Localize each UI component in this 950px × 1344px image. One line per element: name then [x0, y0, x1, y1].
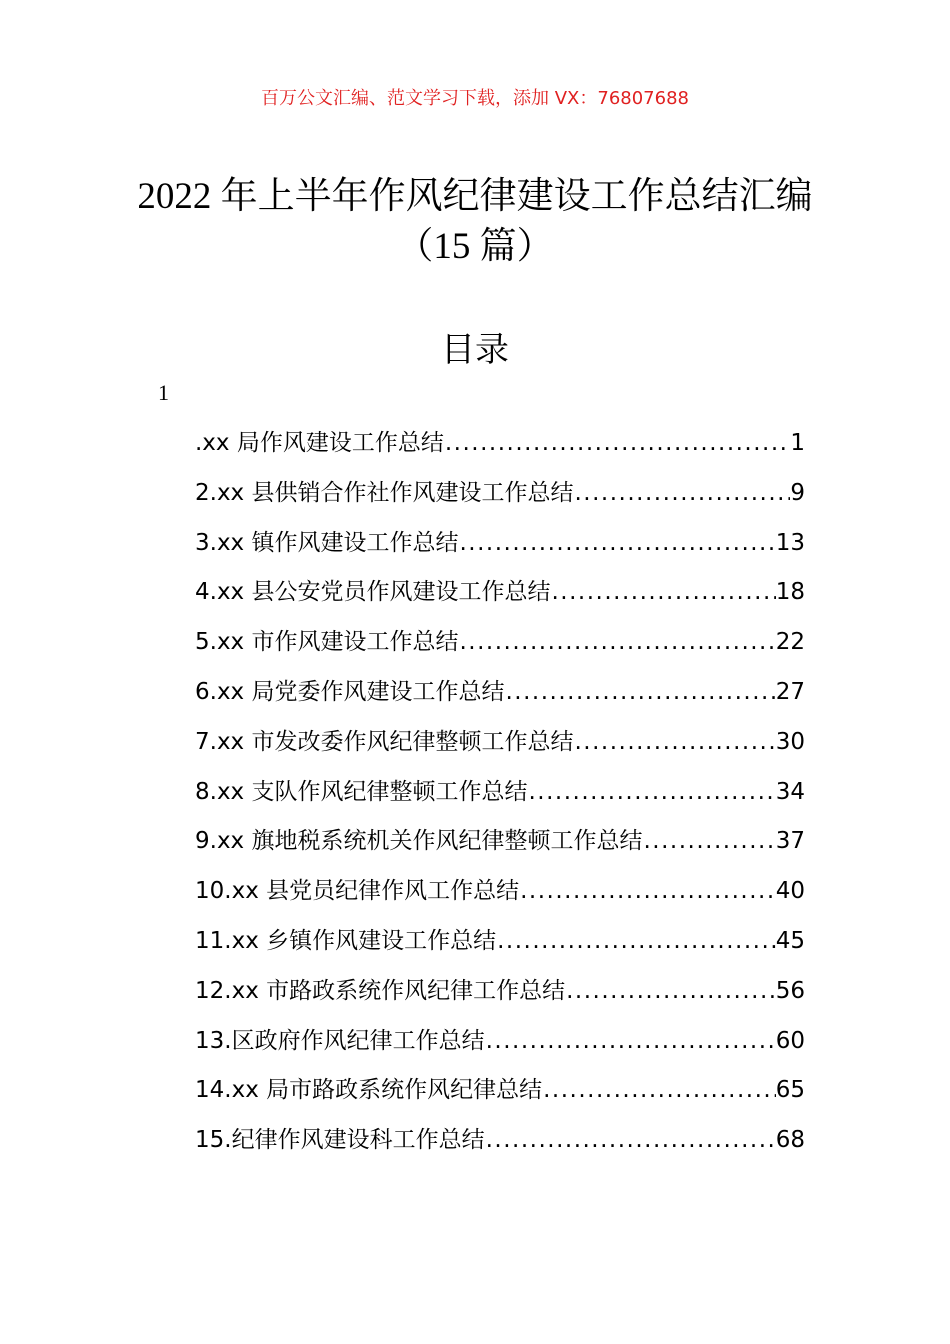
- toc-entry-title: 8.xx 支队作风纪律整顿工作总结: [195, 778, 528, 805]
- toc-entry-page: 45: [775, 927, 805, 954]
- toc-dot-leader: [542, 1077, 776, 1103]
- toc-entry-page: 1: [790, 430, 805, 456]
- toc-entry-title: 12.xx 市路政系统作风纪律工作总结: [195, 977, 566, 1004]
- toc-entry-page: 18: [775, 579, 805, 606]
- toc-dot-leader: [642, 828, 775, 854]
- toc-entry[interactable]: [195, 723, 805, 773]
- toc-entry-page: 30: [775, 728, 805, 755]
- toc-entry-title: 14.xx 局市路政系统作风纪律总结: [195, 1077, 543, 1104]
- toc-entry[interactable]: [195, 424, 805, 474]
- toc-entry[interactable]: [195, 972, 805, 1022]
- toc-entry[interactable]: [195, 1071, 805, 1121]
- toc-entry-title: 5.xx 市作风建设工作总结: [195, 629, 459, 656]
- toc-entry-title: 13.区政府作风纪律工作总结: [195, 1027, 485, 1054]
- toc-entry-page: 56: [775, 977, 805, 1004]
- toc-dot-leader: [444, 430, 791, 456]
- toc-entry-page: 68: [775, 1127, 805, 1154]
- toc-entry-title: 15.纪律作风建设科工作总结: [195, 1127, 485, 1154]
- toc-dot-leader: [550, 579, 775, 605]
- toc-entry-page: 22: [775, 629, 805, 656]
- document-title-line-1: 2022 年上半年作风纪律建设工作总结汇编: [137, 176, 813, 217]
- toc-dot-leader: [565, 978, 776, 1004]
- toc-heading: 目录: [441, 330, 509, 370]
- toc-entry-page: 34: [775, 778, 805, 805]
- toc-entry-page: 13: [775, 529, 805, 556]
- toc-entry-title: 3.xx 镇作风建设工作总结: [195, 529, 459, 556]
- toc-entry[interactable]: [195, 922, 805, 972]
- toc-entry[interactable]: [195, 773, 805, 823]
- toc-entry-title: 2.xx 县供销合作社作风建设工作总结: [195, 479, 574, 506]
- toc-entry-title: 11.xx 乡镇作风建设工作总结: [195, 927, 497, 954]
- toc-entry-page: 27: [775, 678, 805, 705]
- promo-header-note: 百万公文汇编、范文学习下载，添加 VX：76807688: [261, 88, 689, 109]
- toc-dot-leader: [504, 679, 775, 705]
- toc-dot-leader: [496, 928, 776, 954]
- toc-entry-page: 37: [775, 828, 805, 855]
- toc-dot-leader: [573, 480, 790, 506]
- toc-dot-leader: [573, 729, 775, 755]
- toc-entry-title: 7.xx 市发改委作风纪律整顿工作总结: [195, 728, 574, 755]
- toc-entry-title: .xx 局作风建设工作总结: [195, 430, 444, 456]
- toc-dot-leader: [458, 629, 775, 655]
- toc-dot-leader: [458, 530, 775, 556]
- toc-entry-page: 65: [775, 1077, 805, 1104]
- toc-entry[interactable]: [195, 474, 805, 524]
- toc-entry[interactable]: [195, 623, 805, 673]
- toc-dot-leader: [485, 1028, 776, 1054]
- toc-entry-title: 4.xx 县公安党员作风建设工作总结: [195, 579, 551, 606]
- toc-entry-page: 40: [775, 878, 805, 905]
- toc-entry-page: 9: [790, 479, 805, 506]
- toc-entry-title: 6.xx 局党委作风建设工作总结: [195, 678, 505, 705]
- toc-entry-title: 9.xx 旗地税系统机关作风纪律整顿工作总结: [195, 828, 643, 855]
- toc-entry[interactable]: [195, 822, 805, 872]
- toc-entry-title: 10.xx 县党员纪律作风工作总结: [195, 878, 520, 905]
- toc-dot-leader: [527, 779, 775, 805]
- document-title-line-2: （15 篇）: [396, 226, 554, 267]
- toc-dot-leader: [485, 1127, 776, 1153]
- document-title: [0, 172, 950, 272]
- toc-dot-leader: [519, 878, 776, 904]
- toc-entry[interactable]: [195, 573, 805, 623]
- toc-entry[interactable]: [195, 1022, 805, 1072]
- toc-entry[interactable]: [195, 524, 805, 574]
- stray-list-number: 1: [158, 380, 169, 405]
- toc-entry[interactable]: [195, 673, 805, 723]
- toc-entry[interactable]: [195, 1121, 805, 1171]
- table-of-contents: [195, 424, 805, 1171]
- toc-entry[interactable]: [195, 872, 805, 922]
- toc-entry-page: 60: [775, 1027, 805, 1054]
